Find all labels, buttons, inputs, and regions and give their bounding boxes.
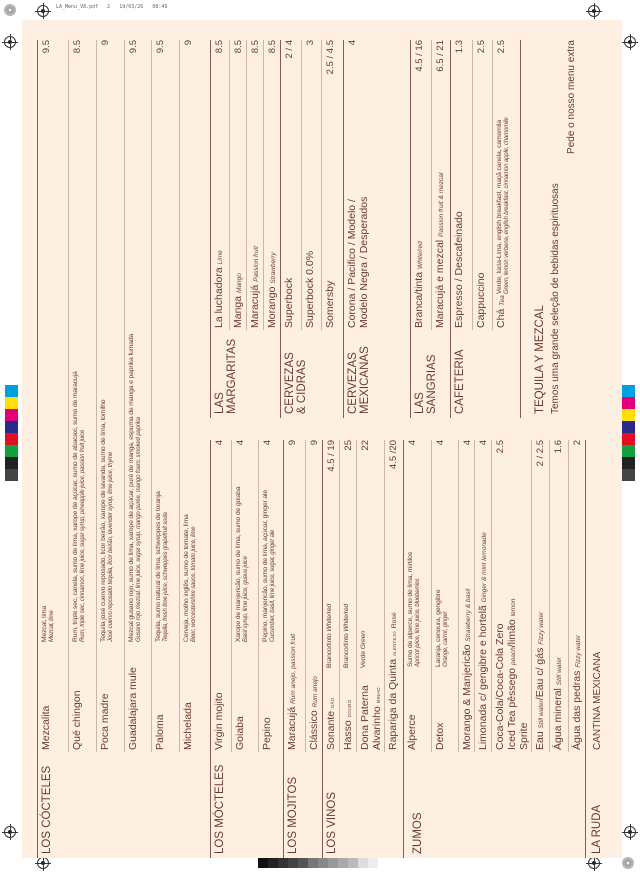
- section-title-line1: CERVEZAS: [284, 352, 296, 414]
- brand-tagline: CANTINA MEXICANA: [592, 651, 603, 750]
- section-title: LOS CÓCTELES: [41, 765, 53, 854]
- desc-en: White/red: [343, 604, 350, 632]
- item-note: Rum anejo, passion fruit: [290, 633, 297, 704]
- item-name: [326, 698, 339, 750]
- desc-pt: Sumo de alperce, sumo de lima, mirtilos: [407, 551, 414, 667]
- item-name: Paloma: [154, 714, 166, 750]
- menu-item: [491, 440, 531, 752]
- item-price: 2: [572, 440, 583, 446]
- menu-item: [96, 40, 124, 752]
- item-name: [572, 635, 585, 750]
- registration-mark-icon: [624, 36, 636, 48]
- desc-en: Cucumber, basil, lime juice, sugar, ginger ale: [269, 529, 276, 642]
- menu-item: [179, 40, 210, 752]
- item-desc: [183, 514, 198, 642]
- menu-item: [124, 40, 151, 752]
- item-name: [478, 532, 491, 750]
- item-note: Strawberry & basil: [465, 588, 472, 642]
- item-note: White/red: [417, 241, 424, 270]
- item-name: Guadalajara mule: [127, 667, 139, 750]
- desc-en: Green, lemon verbena, english breakfast, cinnamon apple, chamomile: [503, 117, 510, 294]
- item-name: [495, 599, 531, 750]
- menu-item: [323, 440, 339, 752]
- item-name: [535, 612, 548, 750]
- desc-pt: Tequila, sumo natural de lima, schweppes de toranja: [155, 491, 162, 642]
- item-note: Tea: [499, 295, 506, 306]
- item-name-text: Maracujá: [286, 706, 298, 750]
- item-note: Still water: [538, 700, 545, 729]
- item-price: 4.5 / 16: [414, 40, 425, 72]
- item-desc: [262, 490, 277, 642]
- menu-item: [356, 440, 384, 752]
- menu-item: [344, 40, 411, 330]
- desc-pt: Cerveja, molho inglês, sumo de tomate, lima: [183, 514, 190, 642]
- item-name-text: Maracujá: [249, 284, 261, 328]
- section-title-line1: CERVEZAS: [347, 352, 359, 414]
- item-name-line1: Corona / Pacifico / Modelo /: [346, 199, 358, 328]
- item-price: 4: [462, 440, 473, 446]
- menu-item: [321, 40, 344, 330]
- desc-pt: Rum, triple sec, canela, sumo de lima, xarope de açúcar, sumo de abacaxi, sumo de maracujá: [72, 371, 79, 642]
- menu-item: [474, 440, 491, 752]
- item-name: [343, 700, 356, 750]
- item-note: Passion fruit: [253, 246, 260, 282]
- menu-item: [531, 440, 549, 752]
- desc-en: Basil syrup, lime juice, guava juice: [242, 556, 249, 642]
- item-name: [250, 246, 263, 328]
- section-cervezas: [280, 40, 344, 418]
- menu-item: [384, 440, 404, 752]
- section-vinos: [322, 440, 404, 858]
- item-name: [462, 589, 475, 750]
- item-desc: [128, 334, 143, 642]
- desc-pt: Laranja, cenoura, gengibre: [435, 589, 442, 667]
- item-desc: [360, 631, 368, 668]
- item-desc: [326, 604, 334, 668]
- registration-mark-icon: [588, 857, 600, 869]
- item-price: 4: [407, 440, 418, 446]
- desc-en: Orange, carrot, ginger: [442, 611, 449, 667]
- item-name-text: Dona Paterna: [359, 685, 371, 750]
- menu-item: [339, 440, 356, 752]
- menu-item: [404, 440, 431, 752]
- menu-item: [451, 40, 472, 330]
- item-note: Passion fruit & mezcal: [438, 172, 445, 237]
- item-name-text: Sonante: [325, 710, 337, 750]
- item-name-part: /Eau c/ gás: [534, 647, 546, 701]
- section-mocteles: [210, 440, 284, 858]
- menu-item: [68, 40, 96, 752]
- section-title: CAFETERIA: [454, 349, 466, 414]
- item-note: Fizzy water: [538, 611, 545, 645]
- item-desc: [100, 400, 115, 642]
- item-price: 2.5: [496, 40, 507, 54]
- item-region: DOURO: [347, 699, 352, 718]
- section-zumos: [403, 440, 586, 858]
- print-disc-icon: [4, 4, 16, 16]
- section-margaritas: [210, 40, 281, 418]
- item-name: [287, 634, 300, 750]
- item-price: 8.5: [233, 40, 244, 54]
- item-name: Somersby: [324, 280, 336, 328]
- menu-item: [549, 440, 568, 752]
- item-name-line2: Modelo Negra / Desperados: [357, 196, 370, 328]
- item-name: Qué chingon: [71, 690, 83, 750]
- desc-pt: Verde, lúcia-Lima, english breakfast, maçã canela, camomila: [496, 120, 503, 294]
- item-name-line2: Iced Tea pêssego: [505, 667, 518, 750]
- color-bar-left: [5, 385, 18, 481]
- item-desc: [41, 606, 56, 642]
- item-name-text: Hasso: [342, 720, 354, 750]
- item-price: 9: [287, 440, 298, 446]
- item-note: Ginger & mint lemonade: [481, 532, 488, 603]
- item-price: 2.5: [495, 440, 506, 454]
- item-name-text: Morango & Manjericão: [461, 644, 473, 750]
- desc-en: Mezcal, lime: [48, 610, 55, 642]
- section-title-line2: MEXICANAS: [359, 346, 371, 414]
- item-price: 22: [360, 440, 371, 451]
- item-price: 1.6: [553, 440, 564, 454]
- menu-item: [281, 40, 301, 330]
- desc-pt: Tequila josé cuervo reposado, licor beirão, xarope de lavanda, sumo de lima, tomilho: [100, 399, 107, 642]
- menu-item: [568, 440, 586, 752]
- item-price: 8.5: [267, 40, 278, 54]
- registration-mark-icon: [37, 857, 49, 869]
- item-name-text: Chá: [495, 308, 507, 328]
- print-disc-icon: [622, 857, 634, 869]
- item-name: Pepino: [261, 717, 273, 750]
- item-name-text: Maracujá e mezcal: [434, 239, 446, 328]
- menu-item: [151, 40, 179, 752]
- menu-item: [211, 40, 229, 330]
- item-name: [496, 295, 509, 328]
- menu-item: [301, 40, 321, 330]
- menu-item: [246, 40, 263, 330]
- item-name-line2: Alvarinho: [370, 706, 383, 750]
- item-price: 4: [262, 440, 273, 446]
- print-slug: LA_Menu_V8.pdf 2 19/03/26 08:49: [56, 4, 168, 10]
- desc-pt: Xarope de manjericão, sumo de lima, sumo de goiaba: [235, 486, 242, 642]
- item-price: 25: [343, 440, 354, 451]
- menu-item: [431, 440, 458, 752]
- item-name: [214, 250, 227, 328]
- desc-pt: Branco/tinto: [326, 633, 333, 668]
- section-title: [347, 334, 371, 414]
- menu-item: [305, 440, 323, 752]
- item-name: [309, 676, 322, 750]
- item-price: 9.5: [155, 40, 166, 54]
- registration-mark-icon: [37, 5, 49, 17]
- item-price: 4.5 / 19: [326, 440, 337, 472]
- item-name: [233, 273, 246, 328]
- item-name-text: Eau: [534, 731, 546, 750]
- item-price: 2.5 / 4.5: [325, 40, 336, 75]
- item-price: 8.5: [72, 40, 83, 54]
- section-la-ruda: [585, 440, 615, 858]
- item-name-line3: Sprite: [518, 722, 530, 750]
- item-price: 4.5 /20: [388, 440, 399, 470]
- item-price: 9.5: [41, 40, 52, 54]
- menu-page: [22, 20, 622, 858]
- item-note: Lime: [217, 250, 224, 265]
- section-title: [214, 334, 238, 414]
- menu-item: [458, 440, 474, 752]
- item-name-text: La luchadora: [213, 267, 225, 328]
- registration-mark-icon: [588, 5, 600, 17]
- extra-menu-note: Pede o nosso menu extra: [566, 40, 577, 154]
- section-cafeteria: [450, 40, 521, 418]
- item-region: DÃO: [330, 697, 335, 708]
- item-name: [347, 197, 370, 328]
- item-name-text: Limonada c/ gengibre e hortelã: [477, 605, 489, 750]
- desc-pt: Verde: [360, 650, 367, 668]
- item-price: 3: [305, 40, 316, 46]
- item-desc: [435, 590, 450, 667]
- menu-item: [38, 40, 68, 752]
- section-sangrias: [410, 40, 451, 418]
- item-name-text: Coca-Cola/Coca-Cola Zero: [494, 623, 506, 750]
- item-price: 9: [100, 40, 111, 46]
- item-desc: [155, 491, 170, 642]
- item-price: 9: [309, 440, 320, 446]
- section-title: LOS MÓCTELES: [214, 764, 226, 854]
- item-name-text: Morango: [266, 286, 278, 328]
- section-title: LOS MOJITOS: [287, 776, 299, 854]
- section-title: LOS VINOS: [326, 792, 338, 854]
- item-note: Rosé: [391, 612, 398, 629]
- menu-item: [492, 40, 520, 330]
- desc-en: Apricot juice, lime juice, blueberries: [414, 578, 421, 667]
- item-name: [414, 241, 427, 328]
- item-name: Alperce: [406, 714, 418, 750]
- desc-pt: Pepino, manjericão, sumo de lima, açúcar, ginger ale: [262, 489, 269, 642]
- item-note: Fizzy water: [575, 634, 582, 668]
- desc-en: José cuervo reposado tequila, licor beirão, lavender syrup, lime juice, thyme: [107, 451, 114, 642]
- item-desc: [72, 371, 87, 642]
- item-name: [553, 657, 566, 750]
- item-name: Superbock 0.0%: [304, 250, 316, 328]
- item-price: 9.5: [128, 40, 139, 54]
- menu-item: [258, 440, 284, 752]
- desc-pt: Branco/tinto: [343, 633, 350, 668]
- item-name-text: Branca/tinta: [413, 271, 425, 328]
- item-price: 2 / 2.5: [535, 440, 546, 467]
- desc-pt: Mezcal, lima: [41, 606, 48, 642]
- item-price: 4: [347, 40, 358, 46]
- item-name: Detox: [434, 722, 446, 750]
- menu-item: [263, 40, 281, 330]
- item-price: 4: [435, 440, 446, 446]
- color-bar-right: [622, 385, 635, 481]
- tequila-text: Temos uma grande seleção de bebidas espirituosas: [550, 183, 561, 414]
- item-note: Still water: [556, 657, 563, 686]
- item-price: 4: [235, 440, 246, 446]
- menu-item: [229, 40, 246, 330]
- item-name: Cappuccino: [475, 272, 487, 328]
- section-cocteles: [37, 40, 210, 858]
- item-name: [435, 173, 448, 328]
- menu-item: [472, 40, 492, 330]
- section-mojitos: [283, 440, 323, 858]
- item-price: 2 / 4: [284, 40, 295, 59]
- menu-item: [231, 440, 258, 752]
- section-cervezas-mexicanas: [343, 40, 411, 418]
- item-name: Mezcalita: [40, 705, 52, 750]
- menu-item: [211, 440, 231, 752]
- item-name: Poca madre: [99, 693, 111, 750]
- item-price: 4: [478, 440, 489, 446]
- section-title: TEQUILA Y MEZCAL: [534, 305, 546, 414]
- registration-mark-icon: [4, 36, 16, 48]
- desc-en: Beer, worcestershire sauce, tomato juice, lime: [190, 526, 197, 642]
- item-price: 4: [214, 440, 225, 446]
- item-region: MINHO: [375, 687, 381, 704]
- item-name-part: /limão: [505, 619, 518, 648]
- item-price: 2.5: [476, 40, 487, 54]
- item-name: Goiaba: [234, 716, 246, 750]
- item-name: [267, 252, 280, 328]
- item-name-text: Clássico: [308, 710, 320, 750]
- item-price: 8.5: [214, 40, 225, 54]
- menu-item: [431, 40, 451, 330]
- section-title-text: LAS MARGARITAS: [214, 338, 238, 414]
- item-note: Strawberry: [270, 252, 277, 284]
- item-name: Michelada: [182, 702, 194, 750]
- desc-en: Rum, triple sec, cinnamon, lime juice, sugar syrup, pineapple juice, passion fruit juice: [79, 429, 86, 642]
- item-name: Virgin mojito: [213, 692, 225, 750]
- item-desc: [407, 552, 422, 667]
- desc-en: Gusano rojo mezcal, lime juice, sugar syrup, mango purée, mango foam, smoked paprika: [135, 417, 142, 642]
- item-name-text: Água das pedras: [571, 670, 583, 750]
- item-name: Espresso / Descafeinado: [453, 211, 465, 328]
- brand-name: LA RUDA: [591, 804, 603, 854]
- item-price: 6.5 / 21: [435, 40, 446, 72]
- item-desc: [235, 487, 250, 642]
- registration-mark-icon: [4, 826, 16, 838]
- desc-en: Tequila, fresh lime juice, schweppes grapefruit soda: [162, 512, 169, 642]
- item-desc: [496, 117, 511, 294]
- item-price: 8.5: [250, 40, 261, 54]
- item-name: [388, 612, 401, 750]
- section-title: ZUMOS: [412, 812, 424, 854]
- item-region: ALENTEJO: [392, 631, 397, 657]
- item-name: [360, 685, 384, 750]
- section-title-line2: & CIDRAS: [296, 359, 308, 414]
- section-title: [284, 334, 308, 414]
- item-name: Superbock: [283, 277, 295, 328]
- desc-pt: Mezcal gusano rojo, sumo de lima, xarope de açúcar, puré de manga, espuma de manga e paprika fumada: [128, 333, 135, 642]
- item-note: Rum anejo: [312, 675, 319, 708]
- desc-en: Green: [360, 631, 367, 650]
- item-name-text: Água mineral: [552, 688, 564, 750]
- item-note: peach: [509, 647, 517, 665]
- item-note: Mango: [236, 273, 243, 293]
- registration-mark-icon: [624, 826, 636, 838]
- item-price: 9: [183, 40, 194, 46]
- item-name-text: Manga: [232, 295, 244, 328]
- menu-item: [284, 440, 305, 752]
- item-name-text: Rapariga da Quinta: [387, 658, 399, 750]
- item-price: 1.3: [454, 40, 465, 54]
- section-title: LAS SANGRIAS: [414, 354, 438, 414]
- desc-en: White/red: [326, 604, 333, 632]
- item-note: lemon: [509, 598, 517, 617]
- item-desc: [343, 604, 351, 668]
- menu-item: [411, 40, 431, 330]
